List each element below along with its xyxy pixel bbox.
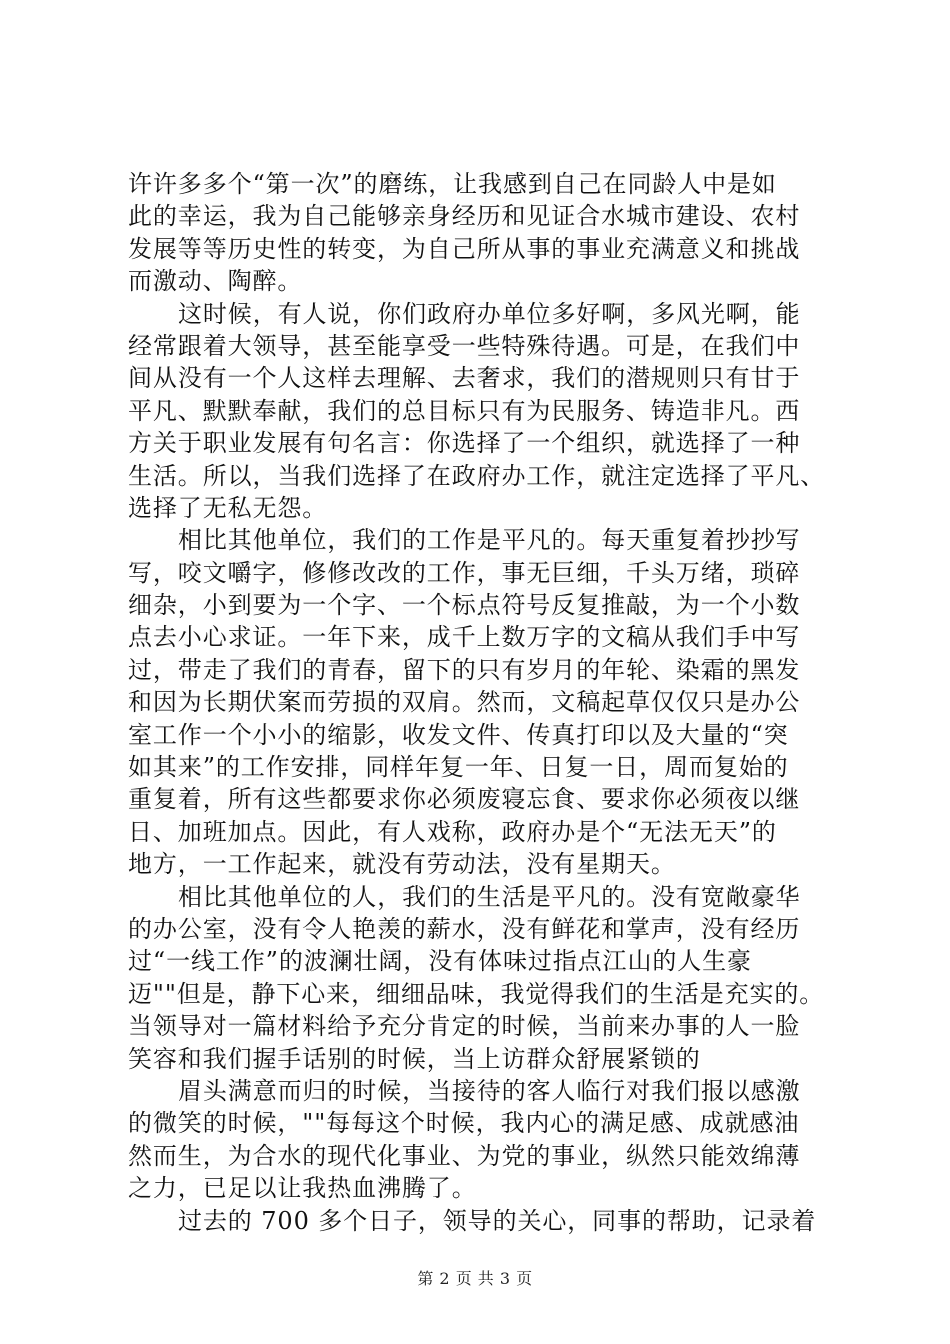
text-line: 之力，已足以让我热血沸腾了。 <box>128 1174 477 1203</box>
text-line: 眉头满意而归的时候，当接待的客人临行对我们报以感激 <box>178 1076 801 1105</box>
text-line: 的办公室，没有令人艳羡的薪水，没有鲜花和掌声，没有经历 <box>128 914 801 943</box>
text-line: 经常跟着大领导，甚至能享受一些特殊待遇。可是，在我们中 <box>128 331 801 360</box>
text-line: 相比其他单位，我们的工作是平凡的。每天重复着抄抄写 <box>178 526 801 555</box>
text-line: 然而生，为合水的现代化事业、为党的事业，纵然只能效绵薄 <box>128 1141 801 1170</box>
text-line: 室工作一个小小的缩影，收发文件、传真打印以及大量的“突 <box>128 720 789 749</box>
text-line: 点去小心求证。一年下来，成千上数万字的文稿从我们手中写 <box>128 623 801 652</box>
page-footer: 第 2 页 共 3 页 <box>417 1269 533 1288</box>
text-line: 地方，一工作起来，就没有劳动法，没有星期天。 <box>128 850 676 879</box>
text-line: 这时候，有人说，你们政府办单位多好啊，多风光啊，能 <box>178 299 801 328</box>
text-line: 平凡、默默奉献，我们的总目标只有为民服务、铸造非凡。西 <box>128 396 801 425</box>
text-line: 当领导对一篇材料给予充分肯定的时候，当前来办事的人一脸 <box>128 1012 801 1041</box>
text-line: 细杂，小到要为一个字、一个标点符号反复推敲，为一个小数 <box>128 591 801 620</box>
text-line: 许许多多个“第一次”的磨练，让我感到自己在同龄人中是如 <box>128 170 777 198</box>
text-line: 的微笑的时候，""每每这个时候，我内心的满足感、成就感油 <box>128 1109 800 1138</box>
text-line: 迈""但是，静下心来，细细品味，我觉得我们的生活是充实的。 <box>128 979 825 1008</box>
text-line: 过，带走了我们的青春，留下的只有岁月的年轮、染霜的黑发 <box>128 655 801 684</box>
text-line: 而激动、陶醉。 <box>128 267 303 296</box>
text-line: 过去的 700 多个日子，领导的关心，同事的帮助，记录着 <box>178 1206 817 1235</box>
text-line: 日、加班加点。因此，有人戏称，政府办是个“无法无天”的 <box>128 817 777 846</box>
text-line: 和因为长期伏案而劳损的双肩。然而，文稿起草仅仅只是办公 <box>128 688 801 717</box>
text-line: 方关于职业发展有句名言：你选择了一个组织，就选择了一种 <box>128 429 801 458</box>
text-line: 相比其他单位的人，我们的生活是平凡的。没有宽敞豪华 <box>178 882 801 911</box>
text-line: 如其来”的工作安排，同样年复一年、日复一日，周而复始的 <box>128 753 789 782</box>
text-line: 间从没有一个人这样去理解、去奢求，我们的潜规则只有甘于 <box>128 364 801 393</box>
text-line: 发展等等历史性的转变，为自己所从事的事业充满意义和挑战 <box>128 234 801 263</box>
text-line: 重复着，所有这些都要求你必须废寝忘食、要求你必须夜以继 <box>128 785 801 814</box>
text-line: 过“一线工作”的波澜壮阔，没有体味过指点江山的人生豪 <box>128 947 752 976</box>
text-line: 写，咬文嚼字，修修改改的工作，事无巨细，千头万绪，琐碎 <box>128 558 801 587</box>
text-line: 此的幸运，我为自己能够亲身经历和见证合水城市建设、农村 <box>128 202 801 231</box>
text-line: 生活。所以，当我们选择了在政府办工作，就注定选择了平凡、 <box>128 461 826 490</box>
text-line: 选择了无私无怨。 <box>128 493 328 522</box>
document-body <box>128 168 828 1237</box>
text-line: 笑容和我们握手话别的时候，当上访群众舒展紧锁的 <box>128 1044 701 1073</box>
